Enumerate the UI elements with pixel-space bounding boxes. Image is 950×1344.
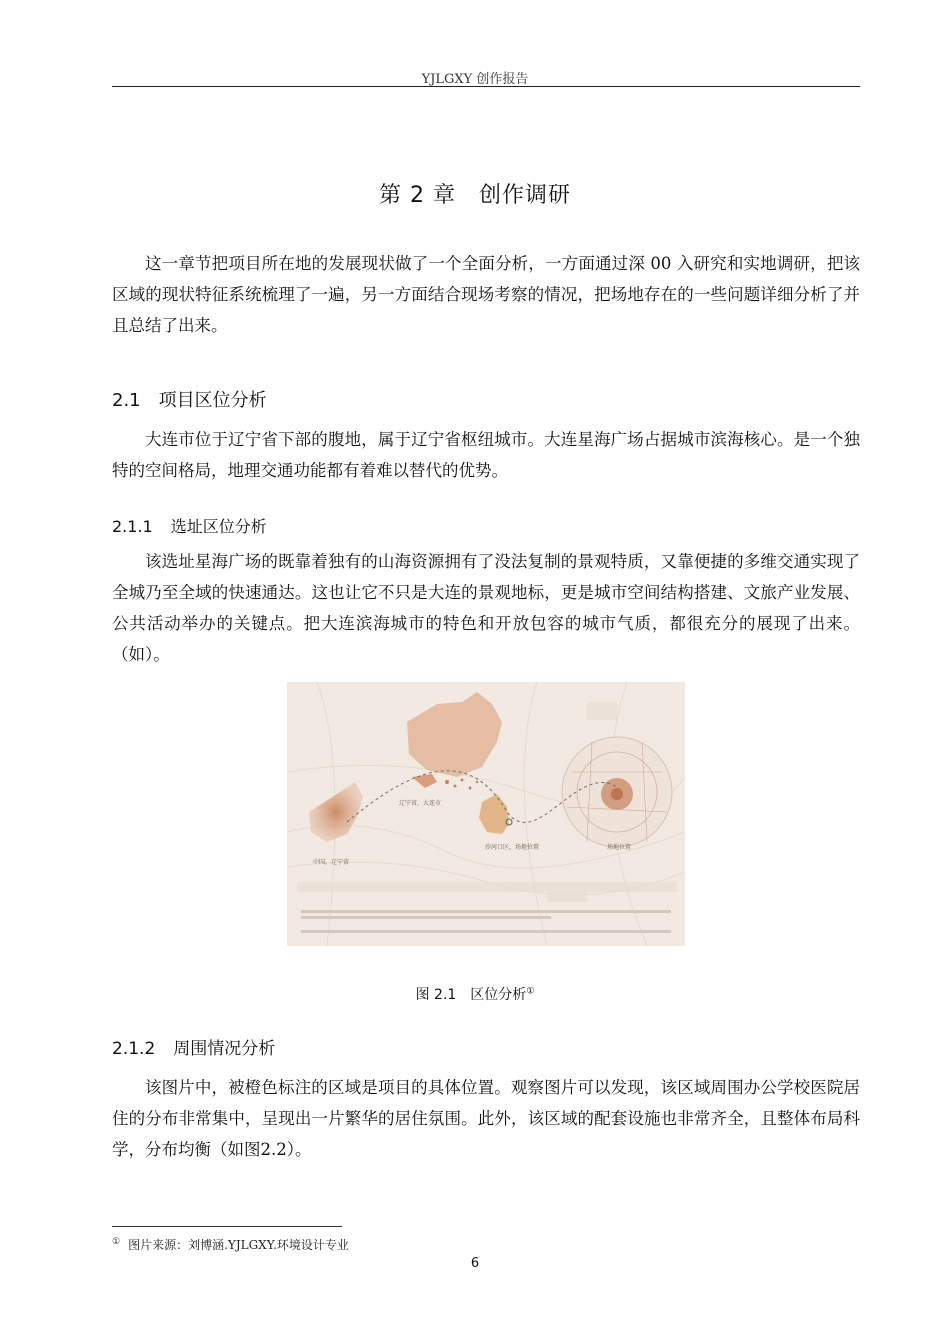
figure-caption bbox=[0, 984, 950, 1004]
section-2-1-1-heading bbox=[112, 514, 267, 537]
intro-paragraph: 这一章节把项目所在地的发展现状做了一个全面分析，一方面通过深 00 入研究和实地调研，把该区域的现状特征系统梳理了一遍，另一方面结合现场考察的情况，把场地存在的一些问题详细分析了并且总结了出来。 bbox=[112, 254, 860, 335]
section-2-1-2-heading bbox=[112, 1034, 275, 1059]
page-number: 6 bbox=[470, 1256, 480, 1271]
section-2-1-2-paragraph: 该图片中，被橙色标注的区域是项目的具体位置。观察图片可以发现，该区域周围办公学校医院居住的分布非常集中，呈现出一片繁华的居住氛围。此外，该区域的配套设施也非常齐全，且整体布局科学，分布均衡（如图2.2）。 bbox=[112, 1078, 860, 1159]
section-2-1-paragraph: 大连市位于辽宁省下部的腹地，属于辽宁省枢纽城市。大连星海广场占据城市滨海核心。是一个独特的空间格局，地理交通功能都有着难以替代的优势。 bbox=[112, 430, 860, 480]
section-number: 2.1.1 bbox=[112, 517, 153, 536]
header-rule bbox=[112, 86, 860, 87]
chapter-title: 第 2 章 创作调研 bbox=[379, 183, 571, 208]
label-district-site: 沙河口区，场地位置 bbox=[485, 844, 540, 851]
section-2-1-heading bbox=[112, 386, 267, 412]
footnote bbox=[112, 1236, 349, 1253]
label-liaoning-dalian: 辽宁省，大连市 bbox=[399, 800, 442, 807]
page-header: YJLGXY 创作报告 bbox=[421, 72, 529, 87]
footnote-text: 图片来源：刘博涵.YJLGXY.环境设计专业 bbox=[128, 1238, 349, 1252]
caption-footnote-mark: ① bbox=[526, 986, 535, 997]
location-map-graphic bbox=[287, 682, 685, 946]
section-number: 2.1 bbox=[112, 390, 141, 411]
section-number: 2.1.2 bbox=[112, 1039, 156, 1059]
section-2-1-1-paragraph: 该选址星海广场的既靠着独有的山海资源拥有了没法复制的景观特质，又靠便捷的多维交通实现了全城乃至全域的快速通达。这也让它不只是大连的景观地标，更是城市空间结构搭建、文旅产业发展、公共活动举办的关键点。把大连滨海城市的特色和开放包容的城市气质，都很充分的展现了出来。（如）。 bbox=[112, 552, 860, 664]
caption-text: 图 2.1 区位分析 bbox=[415, 987, 527, 1003]
footnote-rule bbox=[112, 1226, 342, 1227]
label-site: 场地位置 bbox=[607, 844, 632, 851]
location-analysis-figure bbox=[287, 682, 685, 946]
section-title: 项目区位分析 bbox=[158, 390, 267, 411]
section-title: 周围情况分析 bbox=[173, 1039, 276, 1059]
section-title: 选址区位分析 bbox=[170, 517, 267, 536]
label-china-liaoning: 中国，辽宁省 bbox=[313, 859, 350, 866]
footnote-mark: ① bbox=[112, 1237, 121, 1247]
